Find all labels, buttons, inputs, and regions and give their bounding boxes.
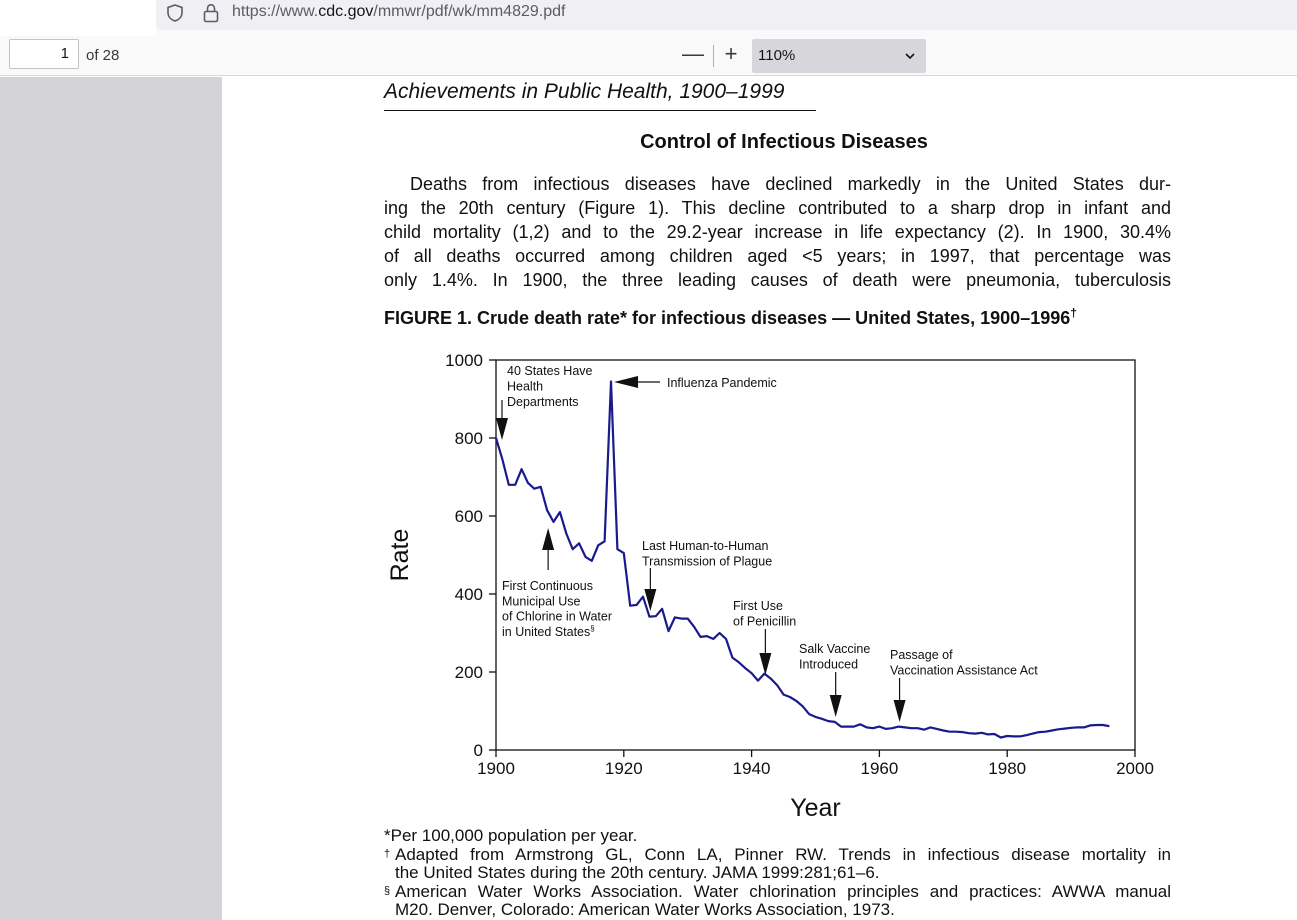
annotation-penicillin: of Penicillin — [733, 614, 797, 629]
footnote-text: American Water Works Association. Water chlorination principles and practices: AWWA manual — [395, 882, 1171, 901]
footnote — [384, 882, 390, 905]
annotation-influenza: Influenza Pandemic — [667, 376, 777, 390]
annotation-health-departments: 40 States Have — [507, 364, 593, 378]
footnote-mark: * — [384, 826, 391, 845]
pdf-toolbar — [0, 36, 1297, 76]
url-path: /mmwr/pdf/wk/mm4829.pdf — [373, 3, 566, 20]
figure-caption-text: FIGURE 1. Crude death rate* for infectious diseases — United States, 1900–1996 — [384, 308, 1071, 328]
y-tick-label: 600 — [454, 507, 483, 526]
plot-frame — [496, 360, 1135, 750]
annotation-chlorine: First Continuous — [502, 579, 594, 593]
annotation-health-departments: Health — [507, 379, 544, 394]
annotation-plague: Last Human-to-Human — [642, 539, 769, 553]
footnote-text: Adapted from Armstrong GL, Conn LA, Pinner RW. Trends in infectious disease mortality in — [395, 845, 1171, 864]
url-domain: cdc.gov — [318, 3, 374, 20]
zoom-in-button[interactable]: + — [724, 41, 738, 66]
annotation-chlorine: in United States§ — [502, 623, 595, 639]
x-axis-label: Year — [790, 794, 841, 820]
body-line: ing the 20th century (Figure 1). This decline contributed to a sharp drop in infant and — [384, 198, 1171, 218]
y-tick-label: 800 — [454, 429, 483, 448]
x-tick-label: 2000 — [1116, 759, 1154, 778]
x-tick-label: 1900 — [477, 759, 515, 778]
y-tick-label: 400 — [454, 585, 483, 604]
body-line: only 1.4%. In 1900, the three leading causes of death were pneumonia, tuberculosis — [384, 270, 1171, 290]
arrow-penicillin-head — [759, 653, 771, 675]
arrow-influenza-head — [614, 376, 638, 388]
zoom-out-button[interactable]: — — [682, 41, 704, 66]
figure-caption-mark: † — [1070, 306, 1077, 320]
series-title: Achievements in Public Health, 1900–1999 — [384, 80, 785, 103]
body-line: Deaths from infectious diseases have declined markedly in the United States dur- — [410, 174, 1171, 194]
death-rate-chart — [380, 340, 1170, 820]
figure-caption — [384, 306, 1077, 329]
url-prefix: https://www. — [232, 3, 319, 20]
annotation-health-departments: Departments — [507, 395, 579, 409]
zoom-value: 110% — [758, 47, 796, 64]
arrow-chlorine-head — [542, 528, 554, 550]
tab-strip-area — [0, 0, 156, 36]
article-title: Control of Infectious Diseases — [640, 131, 928, 153]
lock-icon[interactable] — [201, 2, 221, 24]
x-tick-label: 1980 — [988, 759, 1027, 778]
page-number-input[interactable]: 1 — [9, 39, 79, 69]
annotation-plague: Transmission of Plague — [642, 554, 773, 569]
footnote — [384, 826, 637, 845]
body-line: of all deaths occurred among children aged <5 years; in 1997, that percentage was — [384, 246, 1171, 266]
shield-icon[interactable] — [165, 3, 185, 23]
address-bar — [0, 0, 1297, 36]
annotation-chlorine: of Chlorine in Water — [502, 609, 612, 624]
annotation-mark: § — [590, 623, 595, 633]
annotation-salk: Introduced — [799, 657, 859, 672]
x-tick-label: 1920 — [604, 759, 643, 778]
annotation-penicillin: First Use — [733, 599, 783, 613]
footnote-text: M20. Denver, Colorado: American Water Works Association, 1973. — [395, 900, 895, 919]
arrow-health-departments-head — [496, 418, 508, 440]
footnote — [384, 845, 390, 868]
zoom-select[interactable] — [752, 39, 926, 73]
page-count-label: of 28 — [86, 47, 120, 64]
annotation-chlorine: Municipal Use — [502, 594, 581, 609]
title-underline — [384, 110, 816, 111]
chevron-down-icon — [904, 50, 916, 62]
footnote-text: the United States during the 20th century. JAMA 1999:281;61–6. — [395, 863, 880, 882]
x-tick-label: 1960 — [860, 759, 899, 778]
footnote-mark: § — [384, 885, 391, 897]
series-line — [496, 379, 1109, 738]
body-line: child mortality (1,2) and to the 29.2-year increase in life expectancy (2). In 1900, 30.4% — [384, 222, 1171, 242]
annotation-salk: Salk Vaccine — [799, 642, 871, 656]
footnote-mark: † — [384, 848, 391, 860]
annotation-vaccination-act: Passage of — [890, 648, 953, 662]
toolbar-divider — [713, 45, 714, 67]
viewer-gutter — [0, 77, 222, 920]
arrow-vaccination-act-head — [894, 700, 906, 722]
y-tick-label: 0 — [473, 741, 483, 760]
url-text[interactable] — [232, 3, 565, 21]
footnote-text: Per 100,000 population per year. — [390, 826, 638, 845]
y-tick-label: 1000 — [445, 351, 483, 370]
x-tick-label: 1940 — [732, 759, 771, 778]
y-axis-label: Rate — [386, 528, 414, 582]
arrow-salk-head — [830, 695, 842, 717]
annotation-vaccination-act: Vaccination Assistance Act — [890, 663, 1038, 678]
y-tick-label: 200 — [454, 663, 483, 682]
